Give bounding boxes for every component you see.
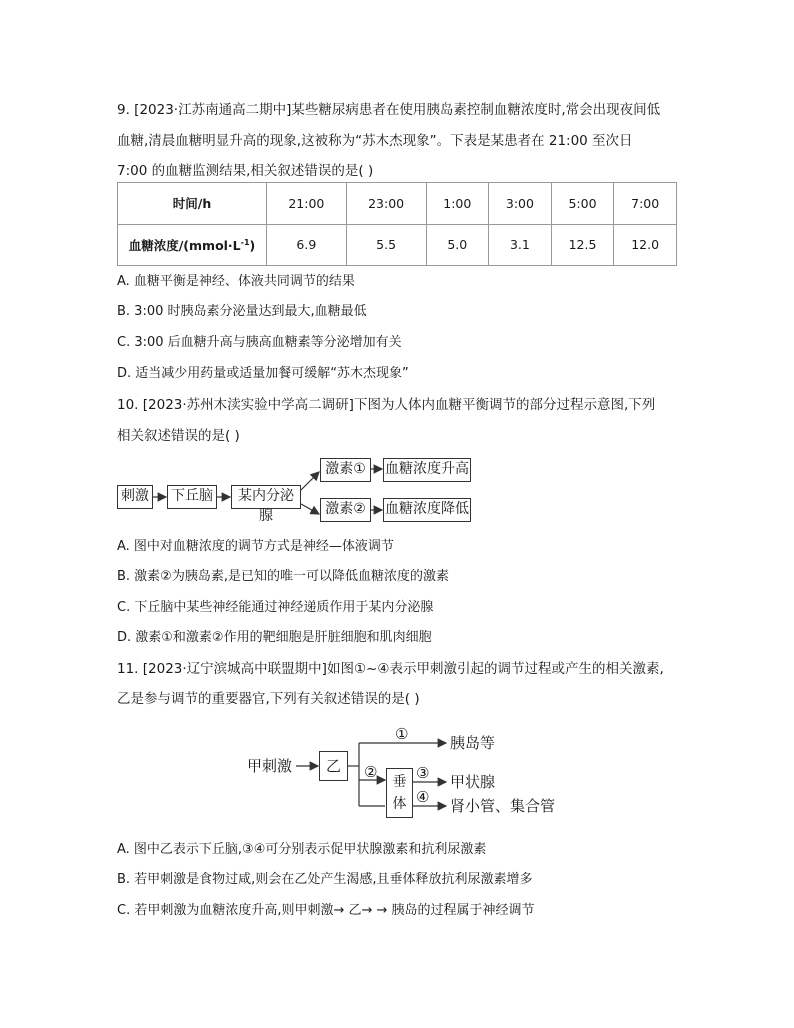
table-cell-time: 21:00	[267, 183, 347, 225]
table-cell-time: 23:00	[346, 183, 426, 225]
table-cell-time: 5:00	[551, 183, 614, 225]
table-cell-glucose: 5.0	[426, 224, 489, 266]
table-header-glucose: 血糖浓度$/(mmol\cdot L^{-1})$	[118, 224, 267, 266]
box-glucose-rise: 血糖浓度升高	[383, 458, 471, 482]
q10-stem-line2: 相关叙述错误的是( )	[117, 428, 240, 444]
table-cell-glucose: 12.0	[614, 224, 677, 266]
q9-stem-line1: 9. [2023·江苏南通高二期中]某些糖尿病患者在使用胰岛素控制血糖浓度时,常会出现夜间低	[117, 102, 661, 118]
box-endocrine-gland: 某内分泌腺	[231, 485, 301, 509]
q10-option-c: C. 下丘脑中某些神经能通过神经递质作用于某内分泌腺	[117, 600, 434, 615]
q9-stem-line2: 血糖,清晨血糖明显升高的现象,这被称为“苏木杰现象”。下表是某患者在 21:00 至次日	[117, 133, 633, 149]
marker-4: ④	[416, 788, 430, 806]
marker-2: ②	[364, 763, 378, 781]
box-hormone1: 激素①	[320, 458, 371, 482]
table-cell-glucose: 5.5	[346, 224, 426, 266]
label-pancreas: 胰岛等	[450, 734, 496, 752]
q10-option-d: D. 激素①和激素②作用的靶细胞是肝脏细胞和肌肉细胞	[117, 630, 432, 645]
box-pituitary: 垂 体	[386, 768, 413, 818]
q9-option-c: C. 3:00 后血糖升高与胰高血糖素等分泌增加有关	[117, 335, 402, 350]
table-cell-glucose: 3.1	[489, 224, 552, 266]
q9-stem-line3: 7:00 的血糖监测结果,相关叙述错误的是( )	[117, 163, 374, 179]
arrow-gland-to-hormone2	[301, 504, 319, 514]
q10-option-b: B. 激素②为胰岛素,是已知的唯一可以降低血糖浓度的激素	[117, 569, 449, 584]
marker-3: ③	[416, 764, 430, 782]
q11-option-c: C. 若甲刺激为血糖浓度升高,则甲刺激→ 乙→ → 胰岛的过程属于神经调节	[117, 903, 535, 918]
table-cell-time: 1:00	[426, 183, 489, 225]
label-kidney-tubules: 肾小管、集合管	[450, 797, 556, 815]
box-stimulus: 刺激	[117, 485, 153, 509]
marker-1: ①	[395, 725, 409, 743]
q11-stem-line2: 乙是参与调节的重要器官,下列有关叙述错误的是( )	[117, 691, 420, 707]
q11-option-a: A. 图中乙表示下丘脑,③④可分别表示促甲状腺激素和抗利尿激素	[117, 842, 487, 857]
table-cell-time: 3:00	[489, 183, 552, 225]
box-organ-yi: 乙	[319, 751, 348, 781]
arrow-gland-to-hormone1	[301, 472, 319, 490]
q9-option-a: A. 血糖平衡是神经、体液共同调节的结果	[117, 274, 355, 289]
label-stimulus-jia: 甲刺激	[247, 757, 293, 775]
table-header-time: 时间/h	[118, 183, 267, 225]
q10-option-a: A. 图中对血糖浓度的调节方式是神经—体液调节	[117, 539, 394, 554]
q10-stem-line1: 10. [2023·苏州木渎实验中学高二调研]下图为人体内血糖平衡调节的部分过程示意图,下列	[117, 397, 656, 413]
box-hypothalamus: 下丘脑	[167, 485, 217, 509]
table-cell-time: 7:00	[614, 183, 677, 225]
table-cell-glucose: 12.5	[551, 224, 614, 266]
box-hormone2: 激素②	[320, 498, 371, 522]
q9-option-d: D. 适当减少用药量或适量加餐可缓解“苏木杰现象”	[117, 366, 409, 381]
q11-option-b: B. 若甲刺激是食物过咸,则会在乙处产生渴感,且垂体释放抗利尿激素增多	[117, 872, 533, 887]
box-glucose-fall: 血糖浓度降低	[383, 498, 471, 522]
q9-option-b: B. 3:00 时胰岛素分泌量达到最大,血糖最低	[117, 304, 367, 319]
q11-stem-line1: 11. [2023·辽宁滨城高中联盟期中]如图①~④表示甲刺激引起的调节过程或产生的相关激素,	[117, 661, 664, 677]
label-thyroid: 甲状腺	[450, 773, 496, 791]
table-cell-glucose: 6.9	[267, 224, 347, 266]
